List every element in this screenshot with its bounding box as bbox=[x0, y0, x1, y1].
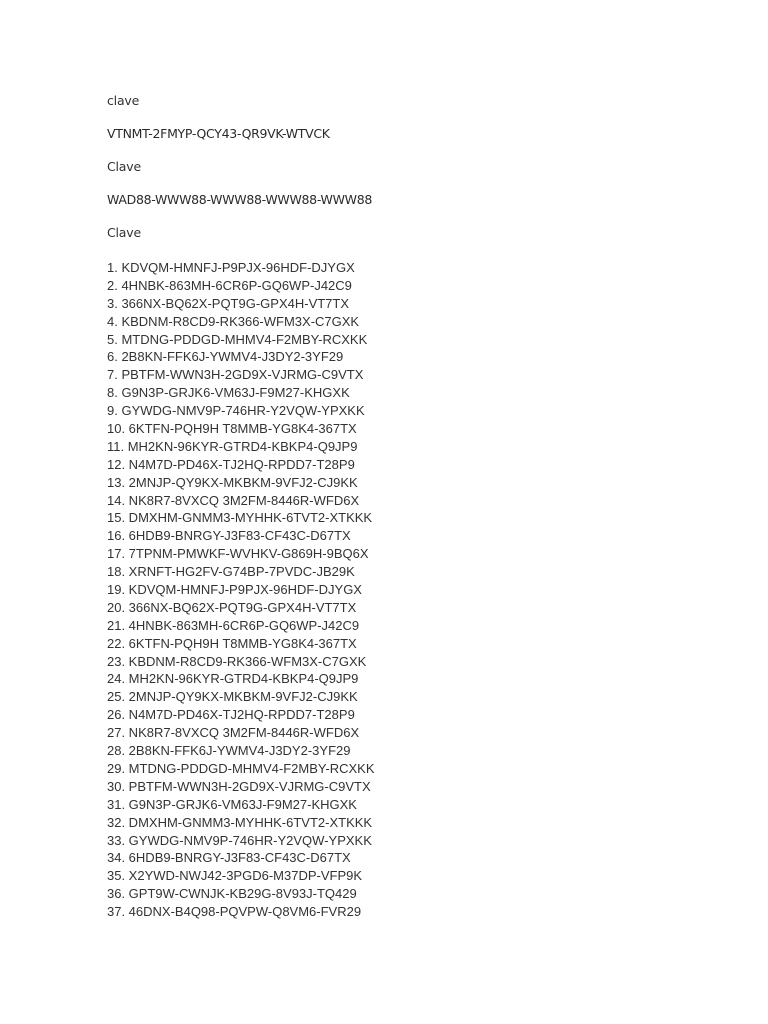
list-item: 22. 6KTFN-PQH9H T8MMB-YG8K4-367TX bbox=[107, 635, 357, 651]
list-item: 19. KDVQM-HMNFJ-P9PJX-96HDF-DJYGX bbox=[107, 582, 362, 598]
list-item: 11. MH2KN-96KYR-GTRD4-KBKP4-Q9JP9 bbox=[107, 438, 358, 454]
list-item: 1. KDVQM-HMNFJ-P9PJX-96HDF-DJYGX bbox=[107, 260, 355, 275]
list-item: 26. N4M7D-PD46X-TJ2HQ-RPDD7-T28P9 bbox=[107, 707, 355, 723]
list-item: 12. N4M7D-PD46X-TJ2HQ-RPDD7-T28P9 bbox=[107, 456, 355, 472]
heading-clave-1: clave bbox=[107, 93, 140, 108]
product-key-1: VTNMT-2FMYP-QCY43-QR9VK-WTVCK bbox=[107, 126, 330, 141]
list-item: 13. 2MNJP-QY9KX-MKBKM-9VFJ2-CJ9KK bbox=[107, 474, 358, 490]
list-item: 33. GYWDG-NMV9P-746HR-Y2VQW-YPXKK bbox=[107, 832, 372, 848]
list-item: 25. 2MNJP-QY9KX-MKBKM-9VFJ2-CJ9KK bbox=[107, 689, 358, 705]
list-item: 14. NK8R7-8VXCQ 3M2FM-8446R-WFD6X bbox=[107, 492, 360, 508]
document-page bbox=[107, 92, 707, 921]
list-item: 10. 6KTFN-PQH9H T8MMB-YG8K4-367TX bbox=[107, 421, 357, 437]
list-item: 24. MH2KN-96KYR-GTRD4-KBKP4-Q9JP9 bbox=[107, 671, 359, 687]
list-item: 16. 6HDB9-BNRGY-J3F83-CF43C-D67TX bbox=[107, 528, 351, 544]
heading-clave-2: Clave bbox=[107, 159, 141, 174]
list-item: 28. 2B8KN-FFK6J-YWMV4-J3DY2-3YF29 bbox=[107, 743, 351, 759]
list-item: 6. 2B8KN-FFK6J-YWMV4-J3DY2-3YF29 bbox=[107, 349, 344, 365]
list-item: 3. 366NX-BQ62X-PQT9G-GPX4H-VT7TX bbox=[107, 295, 350, 311]
list-item: 5. MTDNG-PDDGD-MHMV4-F2MBY-RCXKK bbox=[107, 331, 368, 347]
list-item: 34. 6HDB9-BNRGY-J3F83-CF43C-D67TX bbox=[107, 850, 351, 866]
list-item: 18. XRNFT-HG2FV-G74BP-7PVDC-JB29K bbox=[107, 564, 355, 580]
list-item: 35. X2YWD-NWJ42-3PGD6-M37DP-VFP9K bbox=[107, 868, 363, 884]
list-item: 9. GYWDG-NMV9P-746HR-Y2VQW-YPXKK bbox=[107, 403, 365, 419]
list-item: 2. 4HNBK-863MH-6CR6P-GQ6WP-J42C9 bbox=[107, 277, 352, 293]
product-key-2: WAD88-WWW88-WWW88-WWW88-WWW88 bbox=[107, 192, 373, 207]
list-item: 20. 366NX-BQ62X-PQT9G-GPX4H-VT7TX bbox=[107, 599, 357, 615]
list-item: 15. DMXHM-GNMM3-MYHHK-6TVT2-XTKKK bbox=[107, 510, 373, 526]
list-item: 31. G9N3P-GRJK6-VM63J-F9M27-KHGXK bbox=[107, 796, 357, 812]
list-item: 7. PBTFM-WWN3H-2GD9X-VJRMG-C9VTX bbox=[107, 367, 364, 383]
list-item: 4. KBDNM-R8CD9-RK366-WFM3X-C7GXK bbox=[107, 313, 360, 329]
heading-clave-3: Clave bbox=[107, 225, 141, 240]
list-item: 21. 4HNBK-863MH-6CR6P-GQ6WP-J42C9 bbox=[107, 617, 360, 633]
list-item: 29. MTDNG-PDDGD-MHMV4-F2MBY-RCXKK bbox=[107, 760, 375, 776]
list-item: 23. KBDNM-R8CD9-RK366-WFM3X-C7GXK bbox=[107, 653, 367, 669]
list-item: 8. G9N3P-GRJK6-VM63J-F9M27-KHGXK bbox=[107, 385, 350, 401]
key-list bbox=[107, 259, 707, 921]
list-item: 17. 7TPNM-PMWKF-WVHKV-G869H-9BQ6X bbox=[107, 546, 369, 562]
list-item: 36. GPT9W-CWNJK-KB29G-8V93J-TQ429 bbox=[107, 886, 357, 902]
list-item: 32. DMXHM-GNMM3-MYHHK-6TVT2-XTKKK bbox=[107, 814, 373, 830]
list-item: 27. NK8R7-8VXCQ 3M2FM-8446R-WFD6X bbox=[107, 725, 360, 741]
list-item: 30. PBTFM-WWN3H-2GD9X-VJRMG-C9VTX bbox=[107, 778, 371, 794]
list-item: 37. 46DNX-B4Q98-PQVPW-Q8VM6-FVR29 bbox=[107, 904, 362, 920]
